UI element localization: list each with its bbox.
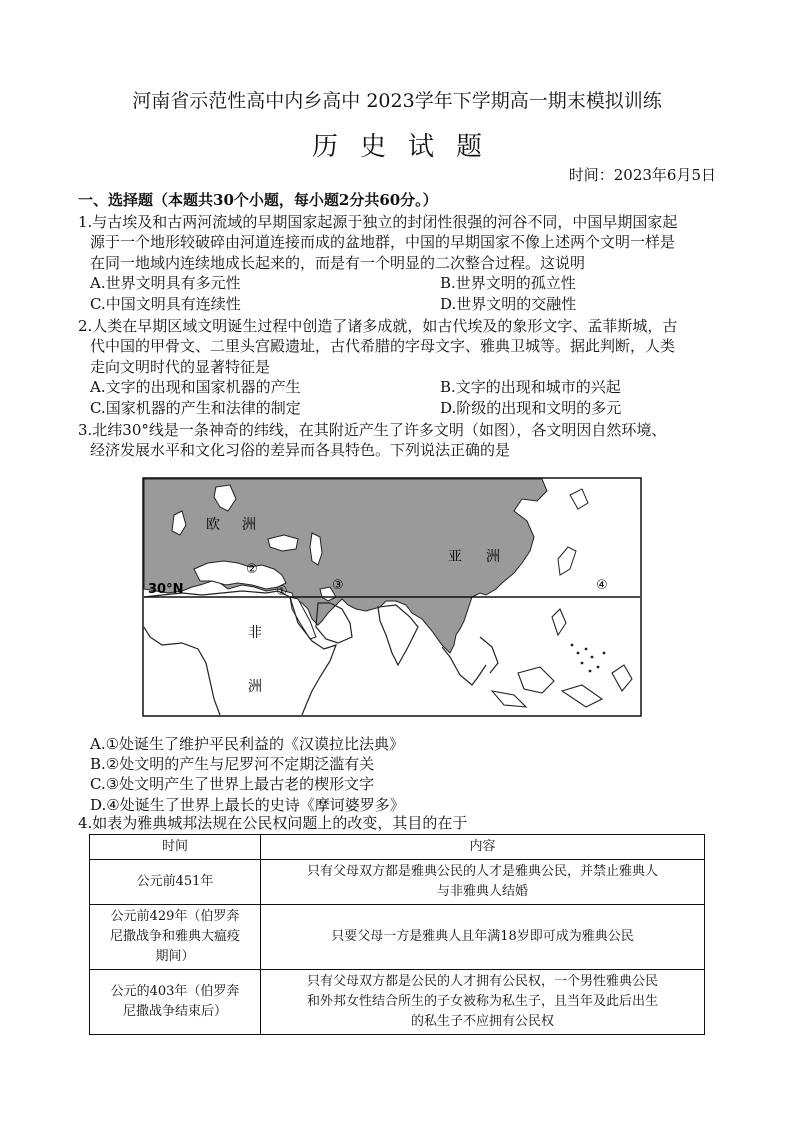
cell-text: 公元的403年（伯罗奔 — [110, 984, 240, 999]
table-row — [90, 860, 705, 905]
q2-option-a: A.文字的出现和国家机器的产生 — [90, 378, 301, 396]
cell-text: 公元前451年 — [136, 874, 214, 889]
cell-text: 的私生子不应拥有公民权 — [410, 1014, 554, 1029]
q1-option-b: B.世界文明的孤立性 — [440, 274, 576, 292]
table-row — [90, 905, 705, 970]
q1-option-d: D.世界文明的交融性 — [440, 295, 577, 313]
q3-line: 3.北纬30°线是一条神奇的纬线，在其附近产生了许多文明（如图），各文明因自然环境、 — [78, 421, 667, 439]
subject-title: 历史试题 — [311, 132, 504, 162]
label-asia: 亚 — [448, 549, 462, 565]
section-heading: 一、选择题（本题共30个小题，每小题2分共60分。） — [78, 191, 438, 209]
cell-text: 公元前429年（伯罗奔 — [110, 909, 240, 924]
cell-text: 只有父母双方都是雅典公民的人才是雅典公民，并禁止雅典人 — [306, 864, 658, 879]
q2-line: 代中国的甲骨文、二里头宫殿遗址，古代希腊的字母文字、雅典卫城等。据此判断，人类 — [90, 337, 676, 355]
q1-option-a: A.世界文明具有多元性 — [90, 274, 241, 292]
q3-line: 经济发展水平和文化习俗的差异而各具特色。下列说法正确的是 — [90, 441, 511, 459]
q3-option-c: C.③处文明产生了世界上最古老的楔形文字 — [90, 775, 375, 793]
q2-line: 走向文明时代的显著特征是 — [90, 358, 271, 376]
cell-content — [261, 905, 705, 970]
cell-text: 只要父母一方是雅典人且年满18岁即可成为雅典公民 — [331, 929, 634, 944]
label-asia: 洲 — [486, 549, 500, 565]
cell-time — [90, 860, 261, 905]
marker-3: ③ — [332, 578, 344, 593]
cell-text: 尼撒战争和雅典大瘟疫 — [109, 929, 240, 944]
world-map-30n — [142, 477, 642, 717]
q2-option-b: B.文字的出现和城市的兴起 — [440, 378, 621, 396]
cell-text: 和外邦女性结合所生的子女被称为私生子，且当年及此后出生 — [306, 994, 658, 1009]
cell-content — [261, 970, 705, 1035]
marker-4: ④ — [596, 578, 608, 593]
cell-text: 期间） — [155, 949, 195, 964]
label-africa: 洲 — [248, 679, 262, 695]
header-content: 内容 — [261, 835, 705, 860]
latitude-label: 30°N — [148, 582, 184, 597]
marker-2: ② — [246, 562, 258, 577]
q1-line: 1.与古埃及和古两河流域的早期国家起源于独立的封闭性很强的河谷不同，中国早期国家起 — [78, 213, 678, 231]
q2-option-c: C.国家机器的产生和法律的制定 — [90, 399, 301, 417]
q3-option-a: A.①处诞生了维护平民利益的《汉谟拉比法典》 — [90, 735, 405, 753]
label-europe: 欧 — [206, 517, 220, 533]
table-row — [90, 970, 705, 1035]
label-africa: 非 — [248, 625, 262, 641]
header-time: 时间 — [90, 835, 261, 860]
cell-time — [90, 905, 261, 970]
exam-title: 河南省示范性高中内乡高中 2023学年下学期高一期末模拟训练 — [132, 90, 662, 112]
q4-line: 4.如表为雅典城邦法规在公民权问题上的改变，其目的在于 — [78, 814, 468, 832]
q1-line: 源于一个地形较破碎由河道连接而成的盆地群，中国的早期国家不像上述两个文明一样是 — [90, 233, 676, 251]
citizenship-table — [89, 834, 705, 1035]
q3-option-d: D.④处诞生了世界上最长的史诗《摩诃婆罗多》 — [90, 796, 405, 814]
cell-text: 尼撒战争结束后） — [122, 1004, 227, 1019]
q2-option-d: D.阶级的出现和文明的多元 — [440, 399, 622, 417]
cell-text: 与非雅典人结婚 — [436, 884, 528, 899]
label-europe: 洲 — [242, 517, 256, 533]
q3-option-b: B.②处文明的产生与尼罗河不定期泛滥有关 — [90, 755, 375, 773]
table-header-row — [90, 835, 705, 860]
cell-text: 只有父母双方都是公民的人才拥有公民权，一个男性雅典公民 — [306, 974, 658, 989]
exam-date: 时间：2023年6月5日 — [568, 166, 716, 184]
q1-option-c: C.中国文明具有连续性 — [90, 295, 241, 313]
cell-content — [261, 860, 705, 905]
cell-time — [90, 970, 261, 1035]
marker-1: ① — [276, 584, 288, 599]
q1-line: 在同一地域内连续地成长起来的，而是有一个明显的二次整合过程。这说明 — [90, 254, 586, 272]
q2-line: 2.人类在早期区域文明诞生过程中创造了诸多成就，如古代埃及的象形文字、孟菲斯城，古 — [78, 317, 678, 335]
